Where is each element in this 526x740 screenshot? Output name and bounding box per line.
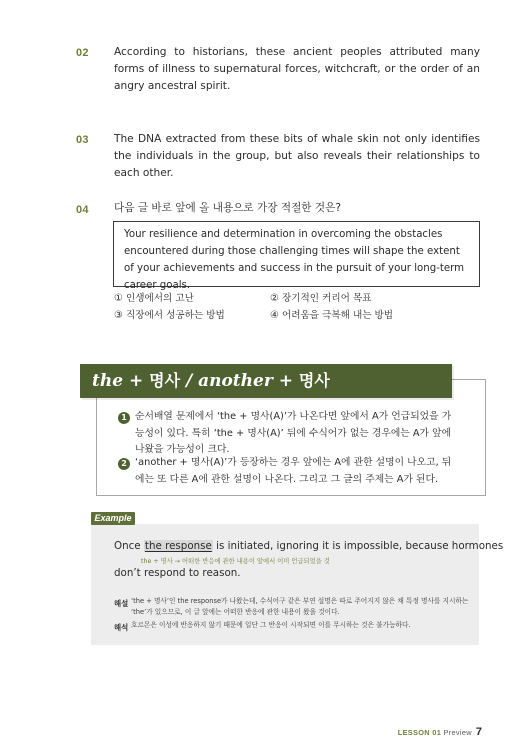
rule-number-badge: 1	[118, 412, 130, 424]
answer-option-3[interactable]: ③ 직장에서 성공하는 방법	[114, 310, 225, 321]
example-tag: Example	[91, 512, 135, 525]
rule-number-badge: 2	[118, 458, 130, 470]
question-prompt: 다음 글 바로 앞에 올 내용으로 가장 적절한 것은?	[114, 202, 341, 214]
question-number: 03	[76, 134, 89, 146]
rule-text: 순서배열 문제에서 ‘the + 명사(A)’가 나온다면 앞에서 A가 언급되었을 가능성이 있다. 특히 ‘the + 명사(A)’ 뒤에 수식어가 없는 경우에는 A가 앞에 나왔을 가능성이 크다.	[135, 411, 452, 455]
page-number: 7	[475, 726, 482, 738]
question-text: The DNA extracted from these bits of whale skin not only identifies the individuals in the group, but also reveals their relationships to each other.	[114, 133, 480, 179]
example-sentence-line2: don’t respond to reason.	[114, 567, 241, 579]
translation-label: 해석	[114, 623, 129, 632]
passage-box: Your resilience and determination in overcoming the obstacles encountered during those challenging times will shape the extent of your achievements and success in the pursuit of your long-term career goals.	[113, 221, 480, 287]
explanation-text: ‘the + 명사’인 the response가 나왔는데, 수식어구 같은 부연 설명은 따로 주어지지 않은 채 특정 명사를 지시하는 ‘the’가 있으므로, 이 글 앞에는 어떠한 반응에 관한 내용이 왔을 것이다.	[131, 597, 469, 616]
question-text: According to historians, these ancient peoples attributed many forms of illness to supernatural forces, witchcraft, or the order of an angry ancestral spirit.	[114, 46, 480, 92]
question-number: 04	[76, 204, 89, 216]
example-sentence-line1: Once the response is initiated, ignoring it is impossible, because hormones	[114, 540, 504, 552]
answer-option-4[interactable]: ④ 어려움을 극복해 내는 방법	[270, 310, 394, 321]
rule-frame-top	[452, 379, 485, 380]
answer-option-1[interactable]: ① 인생에서의 고난	[114, 293, 194, 304]
question-number: 02	[76, 47, 89, 59]
page-footer	[398, 722, 482, 740]
example-annotation: the + 명사 → 어떠한 반응에 관한 내용이 앞에서 이미 언급되었을 것	[141, 558, 330, 565]
rule-text: ‘another + 명사(A)’가 등장하는 경우 앞에는 A에 관한 설명이 나오고, 뒤에는 또 다른 A에 관한 설명이 나온다. 그리고 그 글의 주제는 A가 된다.	[135, 457, 452, 485]
lesson-label: LESSON 01	[397, 728, 442, 737]
explanation-label: 해설	[114, 599, 129, 608]
answer-option-2[interactable]: ② 장기적인 커리어 목표	[270, 293, 372, 304]
preview-label: Preview	[443, 728, 472, 737]
section-title-banner: the + 명사 / another + 명사	[80, 364, 452, 398]
translation-text: 호르몬은 이성에 반응하지 않기 때문에 일단 그 반응이 시작되면 이를 무시하는 것은 불가능하다.	[131, 621, 411, 629]
highlighted-phrase: the response	[144, 540, 212, 552]
